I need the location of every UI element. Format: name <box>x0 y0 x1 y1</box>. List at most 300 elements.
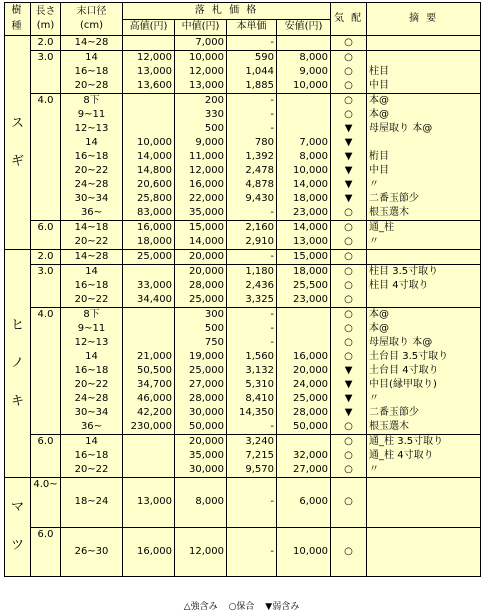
table-row <box>5 364 481 378</box>
unit-cell: - <box>227 308 277 323</box>
low-cell <box>277 108 331 122</box>
unit-cell: 2,478 <box>227 164 277 178</box>
high-cell <box>123 265 175 280</box>
note-cell: 根玉選木 <box>367 206 481 221</box>
mid-cell: 10,000 <box>175 51 227 66</box>
length-cell: 4.0 <box>31 94 61 221</box>
unit-cell: 1,044 <box>227 65 277 79</box>
table-row <box>5 350 481 364</box>
low-cell <box>277 122 331 136</box>
note-cell: 通_柱 <box>367 221 481 236</box>
high-cell: 13,600 <box>123 79 175 94</box>
low-cell: 24,000 <box>277 378 331 392</box>
mood-cell: ○ <box>331 221 367 236</box>
length-cell: 6.0 <box>31 527 61 577</box>
mid-cell: 28,000 <box>175 392 227 406</box>
unit-cell: - <box>227 322 277 336</box>
low-cell: 23,000 <box>277 293 331 308</box>
note-cell: 二番玉節少 <box>367 406 481 420</box>
note-cell: 柱目 4寸取り <box>367 279 481 293</box>
table-row <box>5 308 481 323</box>
high-cell <box>123 108 175 122</box>
mid-cell: 500 <box>175 122 227 136</box>
low-price-header: 安値(円) <box>277 19 331 36</box>
high-cell: 230,000 <box>123 420 175 435</box>
low-cell: 10,000 <box>277 79 331 94</box>
mid-cell: 35,000 <box>175 449 227 463</box>
mid-cell: 16,000 <box>175 178 227 192</box>
unit-cell: - <box>227 336 277 350</box>
species-header: 樹 種 <box>5 3 31 36</box>
mood-cell: ▼ <box>331 150 367 164</box>
note-cell <box>367 36 481 51</box>
low-cell: 14,000 <box>277 221 331 236</box>
mood-cell: ○ <box>331 235 367 250</box>
table-row <box>5 235 481 250</box>
note-cell: 通_柱 4寸取り <box>367 449 481 463</box>
length-cell: 2.0 <box>31 36 61 51</box>
table-row <box>5 150 481 164</box>
mid-price-header: 中値(円) <box>175 19 227 36</box>
diameter-header: 末口径 (cm) <box>61 3 123 36</box>
mid-cell: 7,000 <box>175 36 227 51</box>
mid-cell: 50,000 <box>175 420 227 435</box>
high-cell: 25,000 <box>123 250 175 265</box>
length-cell: 3.0 <box>31 51 61 94</box>
diam-cell: 20~22 <box>61 293 123 308</box>
table-row <box>5 322 481 336</box>
unit-cell: - <box>227 478 277 528</box>
table-row <box>5 392 481 406</box>
length-cell: 4.0~ <box>31 478 61 528</box>
mood-cell: ○ <box>331 449 367 463</box>
length-cell: 2.0 <box>31 250 61 265</box>
unit-cell: 14,350 <box>227 406 277 420</box>
note-cell: 中目 <box>367 79 481 94</box>
mood-cell: ○ <box>331 435 367 450</box>
mid-cell: 12,000 <box>175 527 227 577</box>
unit-cell: - <box>227 122 277 136</box>
table-row <box>5 378 481 392</box>
unit-cell: 1,885 <box>227 79 277 94</box>
mid-cell: 22,000 <box>175 192 227 206</box>
table-row <box>5 206 481 221</box>
note-cell: 桁目 <box>367 150 481 164</box>
unit-cell: 5,310 <box>227 378 277 392</box>
note-cell: 母屋取り 本@ <box>367 122 481 136</box>
diam-cell: 30~34 <box>61 192 123 206</box>
mid-cell: 750 <box>175 336 227 350</box>
low-cell: 6,000 <box>277 478 331 528</box>
table-row <box>5 406 481 420</box>
mood-cell: ○ <box>331 463 367 478</box>
diam-cell: 20~22 <box>61 235 123 250</box>
diam-cell: 26~30 <box>61 527 123 577</box>
table-row <box>5 449 481 463</box>
high-cell <box>123 435 175 450</box>
diam-cell: 24~28 <box>61 178 123 192</box>
low-cell: 28,000 <box>277 406 331 420</box>
mid-cell: 12,000 <box>175 164 227 178</box>
mid-cell: 500 <box>175 322 227 336</box>
mid-cell: 25,000 <box>175 293 227 308</box>
note-cell: 〃 <box>367 235 481 250</box>
price-table-body <box>5 36 481 577</box>
low-cell: 13,000 <box>277 235 331 250</box>
diam-cell: 14~18 <box>61 221 123 236</box>
low-cell <box>277 336 331 350</box>
mood-cell: ○ <box>331 336 367 350</box>
diam-cell: 12~13 <box>61 122 123 136</box>
table-row <box>5 279 481 293</box>
length-cell: 6.0 <box>31 221 61 250</box>
unit-cell: 3,325 <box>227 293 277 308</box>
diam-cell: 16~18 <box>61 150 123 164</box>
note-cell: 中目 <box>367 164 481 178</box>
table-row <box>5 164 481 178</box>
high-cell: 16,000 <box>123 527 175 577</box>
diam-cell: 14~28 <box>61 250 123 265</box>
table-row <box>5 336 481 350</box>
diam-cell: 9~11 <box>61 108 123 122</box>
high-cell: 46,000 <box>123 392 175 406</box>
note-cell: 〃 <box>367 392 481 406</box>
mid-cell: 14,000 <box>175 235 227 250</box>
mood-cell: ○ <box>331 527 367 577</box>
mid-cell: 330 <box>175 108 227 122</box>
diam-cell: 18~24 <box>61 478 123 528</box>
mood-header: 気 配 <box>331 3 367 36</box>
low-cell: 50,000 <box>277 420 331 435</box>
note-cell: 〃 <box>367 178 481 192</box>
high-cell: 12,000 <box>123 51 175 66</box>
unit-cell: 780 <box>227 136 277 150</box>
table-row <box>5 94 481 109</box>
note-cell: 母屋取り 本@ <box>367 336 481 350</box>
mid-cell: 19,000 <box>175 350 227 364</box>
species-cell <box>5 36 31 250</box>
mid-cell: 12,000 <box>175 65 227 79</box>
table-row <box>5 192 481 206</box>
low-cell <box>277 94 331 109</box>
diam-cell: 24~28 <box>61 392 123 406</box>
table-row <box>5 250 481 265</box>
mood-cell: ▼ <box>331 364 367 378</box>
table-row <box>5 178 481 192</box>
diam-cell: 14 <box>61 350 123 364</box>
table-row <box>5 420 481 435</box>
species-char: ノ <box>10 355 24 371</box>
diam-cell: 16~18 <box>61 65 123 79</box>
note-cell: 本@ <box>367 308 481 323</box>
legend-strong: △強含み <box>183 602 218 612</box>
table-row <box>5 79 481 94</box>
table-row <box>5 527 481 577</box>
table-row <box>5 122 481 136</box>
mood-cell: ▼ <box>331 122 367 136</box>
length-header: 長さ (m) <box>31 3 61 36</box>
species-char: キ <box>10 393 24 409</box>
legend-weak: ▼弱含み <box>265 602 300 612</box>
note-cell <box>367 293 481 308</box>
unit-cell: - <box>227 108 277 122</box>
low-cell: 27,000 <box>277 463 331 478</box>
unit-cell: - <box>227 36 277 51</box>
note-cell: 柱目 3.5寸取り <box>367 265 481 280</box>
mood-cell: ▼ <box>331 192 367 206</box>
unit-cell: 3,132 <box>227 364 277 378</box>
mid-cell: 8,000 <box>175 478 227 528</box>
low-cell: 23,000 <box>277 206 331 221</box>
table-row <box>5 265 481 280</box>
low-cell: 18,000 <box>277 192 331 206</box>
unit-cell: 1,392 <box>227 150 277 164</box>
diam-cell: 20~22 <box>61 164 123 178</box>
high-cell: 16,000 <box>123 221 175 236</box>
diam-cell: 20~22 <box>61 378 123 392</box>
mid-cell: 9,000 <box>175 136 227 150</box>
high-cell <box>123 94 175 109</box>
mid-cell: 20,000 <box>175 250 227 265</box>
high-cell: 34,700 <box>123 378 175 392</box>
diam-cell: 8下 <box>61 308 123 323</box>
table-row <box>5 36 481 51</box>
high-cell: 13,000 <box>123 65 175 79</box>
high-cell: 10,000 <box>123 136 175 150</box>
mood-cell: ○ <box>331 308 367 323</box>
note-cell: 土台目 3.5寸取り <box>367 350 481 364</box>
low-cell: 16,000 <box>277 350 331 364</box>
low-cell: 18,000 <box>277 265 331 280</box>
mood-cell: ○ <box>331 36 367 51</box>
diam-cell: 20~28 <box>61 79 123 94</box>
high-cell: 21,000 <box>123 350 175 364</box>
low-cell: 25,000 <box>277 392 331 406</box>
mid-cell: 20,000 <box>175 435 227 450</box>
high-cell: 18,000 <box>123 235 175 250</box>
mid-cell: 20,000 <box>175 265 227 280</box>
mood-cell: ○ <box>331 94 367 109</box>
high-cell <box>123 322 175 336</box>
mood-cell: ○ <box>331 108 367 122</box>
auction-price-table <box>4 2 481 577</box>
low-cell <box>277 435 331 450</box>
low-cell: 32,000 <box>277 449 331 463</box>
high-cell: 50,500 <box>123 364 175 378</box>
species-char: ツ <box>10 538 24 553</box>
mid-cell: 11,000 <box>175 150 227 164</box>
mid-cell: 30,000 <box>175 406 227 420</box>
high-cell: 20,600 <box>123 178 175 192</box>
low-cell: 14,000 <box>277 178 331 192</box>
table-row <box>5 221 481 236</box>
unit-cell: - <box>227 420 277 435</box>
high-cell: 13,000 <box>123 478 175 528</box>
high-cell <box>123 449 175 463</box>
table-row <box>5 51 481 66</box>
diam-cell: 20~22 <box>61 463 123 478</box>
note-cell: 本@ <box>367 108 481 122</box>
species-char: マ <box>10 500 24 515</box>
note-cell: 中目(縁甲取り) <box>367 378 481 392</box>
note-cell: 本@ <box>367 94 481 109</box>
note-cell: 根玉選木 <box>367 420 481 435</box>
unit-cell: 3,240 <box>227 435 277 450</box>
price-header: 落 札 価 格 <box>123 3 331 20</box>
mood-cell: ○ <box>331 206 367 221</box>
unit-cell: 2,160 <box>227 221 277 236</box>
unit-cell: - <box>227 94 277 109</box>
species-char: ヒ <box>10 317 24 333</box>
note-cell <box>367 527 481 577</box>
mid-cell: 15,000 <box>175 221 227 236</box>
mood-cell: ▼ <box>331 406 367 420</box>
mood-cell: ○ <box>331 65 367 79</box>
unit-cell: 9,570 <box>227 463 277 478</box>
diam-cell: 16~18 <box>61 364 123 378</box>
mid-cell: 200 <box>175 94 227 109</box>
diam-cell: 16~18 <box>61 279 123 293</box>
mood-cell: ○ <box>331 51 367 66</box>
diam-cell: 30~34 <box>61 406 123 420</box>
mood-cell: ○ <box>331 265 367 280</box>
unit-cell: - <box>227 527 277 577</box>
unit-price-header: 本単価 <box>227 19 277 36</box>
unit-cell: 8,410 <box>227 392 277 406</box>
unit-cell: 4,878 <box>227 178 277 192</box>
mood-cell: ○ <box>331 322 367 336</box>
low-cell: 7,000 <box>277 136 331 150</box>
mid-cell: 13,000 <box>175 79 227 94</box>
high-cell <box>123 36 175 51</box>
mood-cell: ○ <box>331 293 367 308</box>
low-cell: 15,000 <box>277 250 331 265</box>
mid-cell: 28,000 <box>175 279 227 293</box>
unit-cell: 7,215 <box>227 449 277 463</box>
table-row <box>5 108 481 122</box>
unit-cell: 2,436 <box>227 279 277 293</box>
low-cell: 20,000 <box>277 364 331 378</box>
note-cell: 柱目 <box>367 65 481 79</box>
unit-cell: - <box>227 250 277 265</box>
low-cell: 10,000 <box>277 527 331 577</box>
diam-cell: 14~28 <box>61 36 123 51</box>
diam-cell: 8下 <box>61 94 123 109</box>
unit-cell: - <box>227 206 277 221</box>
mid-cell: 30,000 <box>175 463 227 478</box>
mood-cell: ○ <box>331 420 367 435</box>
note-cell: 本@ <box>367 322 481 336</box>
mood-cell: ▼ <box>331 164 367 178</box>
mood-cell: ▼ <box>331 378 367 392</box>
high-cell: 25,800 <box>123 192 175 206</box>
diam-cell: 14 <box>61 136 123 150</box>
legend-steady: ○保合 <box>228 602 255 612</box>
low-cell <box>277 308 331 323</box>
low-cell: 25,500 <box>277 279 331 293</box>
unit-cell: 590 <box>227 51 277 66</box>
table-row <box>5 65 481 79</box>
low-cell: 9,000 <box>277 65 331 79</box>
note-cell <box>367 478 481 528</box>
mood-cell: ○ <box>331 279 367 293</box>
mid-cell: 35,000 <box>175 206 227 221</box>
mood-cell: ○ <box>331 350 367 364</box>
note-cell: 二番玉節少 <box>367 192 481 206</box>
table-row <box>5 435 481 450</box>
species-cell <box>5 250 31 478</box>
mid-cell: 300 <box>175 308 227 323</box>
low-cell: 8,000 <box>277 150 331 164</box>
note-cell: 〃 <box>367 463 481 478</box>
diam-cell: 36~ <box>61 420 123 435</box>
table-row <box>5 478 481 528</box>
mood-cell: ▼ <box>331 136 367 150</box>
diam-cell: 14 <box>61 435 123 450</box>
high-price-header: 高値(円) <box>123 19 175 36</box>
species-char: ギ <box>10 153 24 169</box>
table-row <box>5 136 481 150</box>
mid-cell: 25,000 <box>175 364 227 378</box>
diam-cell: 9~11 <box>61 322 123 336</box>
length-cell: 3.0 <box>31 265 61 308</box>
species-char: ス <box>10 115 24 131</box>
high-cell: 14,800 <box>123 164 175 178</box>
high-cell <box>123 336 175 350</box>
diam-cell: 14 <box>61 265 123 280</box>
high-cell <box>123 308 175 323</box>
note-cell: 土台目 4寸取り <box>367 364 481 378</box>
mood-cell: ▼ <box>331 178 367 192</box>
diam-cell: 12~13 <box>61 336 123 350</box>
low-cell <box>277 322 331 336</box>
unit-cell: 1,180 <box>227 265 277 280</box>
mood-legend <box>0 600 483 614</box>
note-cell <box>367 250 481 265</box>
diam-cell: 16~18 <box>61 449 123 463</box>
table-row <box>5 293 481 308</box>
header-row-1 <box>5 3 481 20</box>
note-cell: 通_柱 3.5寸取り <box>367 435 481 450</box>
note-cell <box>367 136 481 150</box>
low-cell: 10,000 <box>277 164 331 178</box>
low-cell: 8,000 <box>277 51 331 66</box>
summary-header: 摘 要 <box>367 3 481 36</box>
high-cell <box>123 122 175 136</box>
unit-cell: 2,910 <box>227 235 277 250</box>
length-cell: 4.0 <box>31 308 61 435</box>
high-cell <box>123 463 175 478</box>
high-cell: 14,000 <box>123 150 175 164</box>
high-cell: 34,400 <box>123 293 175 308</box>
unit-cell: 1,560 <box>227 350 277 364</box>
mood-cell: ○ <box>331 250 367 265</box>
note-cell <box>367 51 481 66</box>
table-row <box>5 463 481 478</box>
mid-cell: 27,000 <box>175 378 227 392</box>
length-cell: 6.0 <box>31 435 61 478</box>
mood-cell: ▼ <box>331 392 367 406</box>
species-cell <box>5 478 31 577</box>
unit-cell: 9,430 <box>227 192 277 206</box>
mood-cell: ○ <box>331 478 367 528</box>
high-cell: 42,200 <box>123 406 175 420</box>
high-cell: 33,000 <box>123 279 175 293</box>
low-cell <box>277 36 331 51</box>
high-cell: 83,000 <box>123 206 175 221</box>
diam-cell: 14 <box>61 51 123 66</box>
diam-cell: 36~ <box>61 206 123 221</box>
